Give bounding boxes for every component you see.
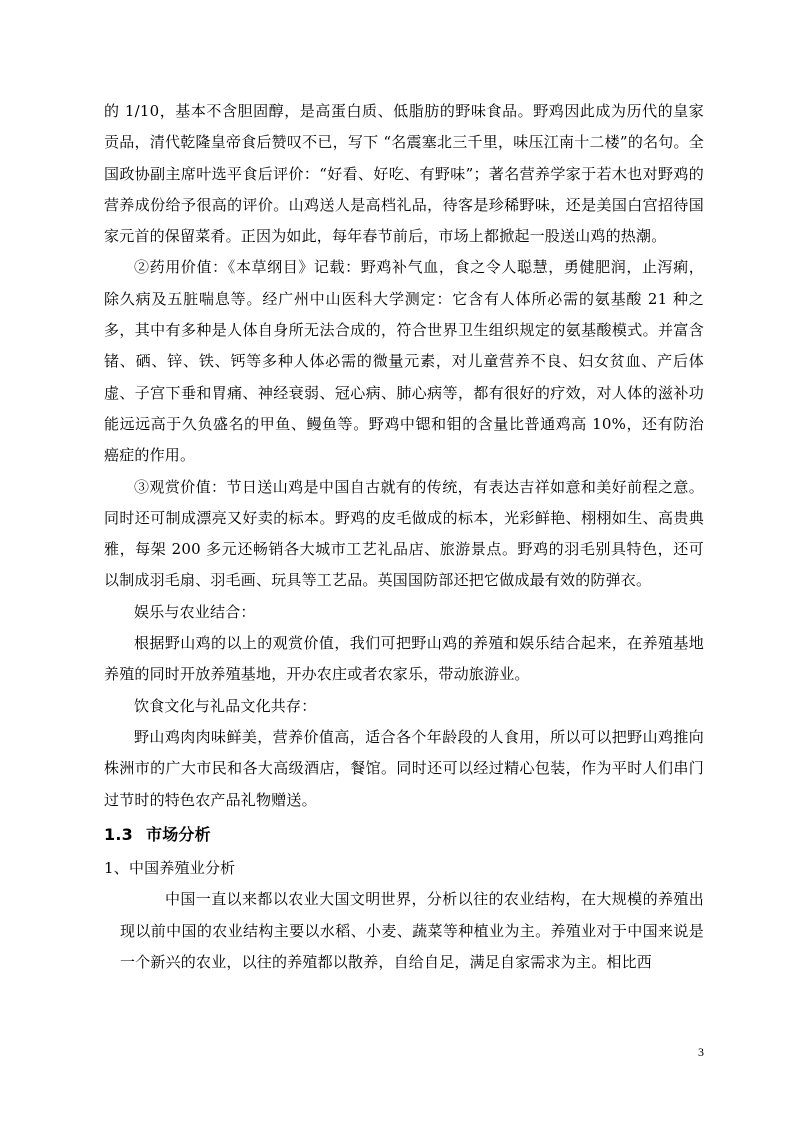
paragraph-entertainment-title: 娱乐与农业结合： [134, 602, 256, 621]
document-body [104, 96, 704, 978]
paragraph-food-culture-title: 饮食文化与礼品文化共存： [134, 696, 317, 715]
section-heading [104, 819, 704, 850]
section-title: 市场分析 [146, 824, 211, 844]
paragraph-breeding-analysis: 中国一直以来都以农业大国文明世界，分析以往的农业结构，在大规模的养殖出现以前中国的农业结构主要以水稻、小麦、蔬菜等种植业为主。养殖业对于中国来说是一个新兴的农业，以往的养殖都以散养，自给自足，满足自家需求为主。相比西 [120, 890, 704, 972]
paragraph-entertainment: 根据野山鸡的以上的观赏价值，我们可把野山鸡的养殖和娱乐结合起来，在养殖基地养殖的同时开放养殖基地，开办农庄或者农家乐，带动旅游业。 [104, 634, 704, 684]
paragraph-nutrition-value: 的 1/10，基本不含胆固醇，是高蛋白质、低脂肪的野味食品。野鸡因此成为历代的皇家贡品，清代乾隆皇帝食后赞叹不已，写下 “名震塞北三千里，味压江南十二楼”的名句。全国政协副主席叶选平食后评价：“好看、好吃、有野味”；著名营养学家于若木也对野鸡的营养成份给予很高的评价。山鸡送人是高档礼品，待客是珍稀野味，还是美国白宫招待国家元首的保留菜肴。正因为如此，每年春节前后，市场上都掀起一股送山鸡的热潮。 [104, 102, 704, 246]
subsection-title: 1、中国养殖业分析 [104, 859, 236, 878]
paragraph-food-culture: 野山鸡肉肉味鲜美，营养价值高，适合各个年龄段的人食用，所以可以把野山鸡推向株洲市的广大市民和各大高级酒店，餐馆。同时还可以经过精心包装，作为平时人们串门过节时的特色农产品礼物赠送。 [104, 727, 704, 809]
page-number: 3 [698, 1045, 704, 1059]
section-number: 1.3 [104, 824, 133, 844]
paragraph-ornamental-value: ③观赏价值：节日送山鸡是中国自古就有的传统，有表达吉祥如意和美好前程之意。同时还可制成漂亮又好卖的标本。野鸡的皮毛做成的标本，光彩鲜艳、栩栩如生、高贵典雅，每架 200 多元还畅销各大城市工艺礼品店、旅游景点。野鸡的羽毛别具特色，还可以制成羽毛扇、羽毛画、玩具等工艺品。英国国防部还把它做成最有效的防弹衣。 [104, 477, 704, 590]
paragraph-medicinal-value: ②药用价值：《本草纲目》记载：野鸡补气血，食之令人聪慧，勇健肥润，止泻痢，除久病及五脏喘息等。经广州中山医科大学测定：它含有人体所必需的氨基酸 21 种之多，其中有多种是人体自身所无法合成的，符合世界卫生组织规定的氨基酸模式。并富含锗、硒、锌、铁、钙等多种人体必需的微量元素，对儿童营养不良、妇女贫血、产后体虚、子宫下垂和胃痛、神经衰弱、冠心病、肺心病等，都有很好的疗效，对人体的滋补功能远远高于久负盛名的甲鱼、鳗鱼等。野鸡中锶和钼的含量比普通鸡高 10%，还有防治癌症的作用。 [104, 258, 704, 465]
